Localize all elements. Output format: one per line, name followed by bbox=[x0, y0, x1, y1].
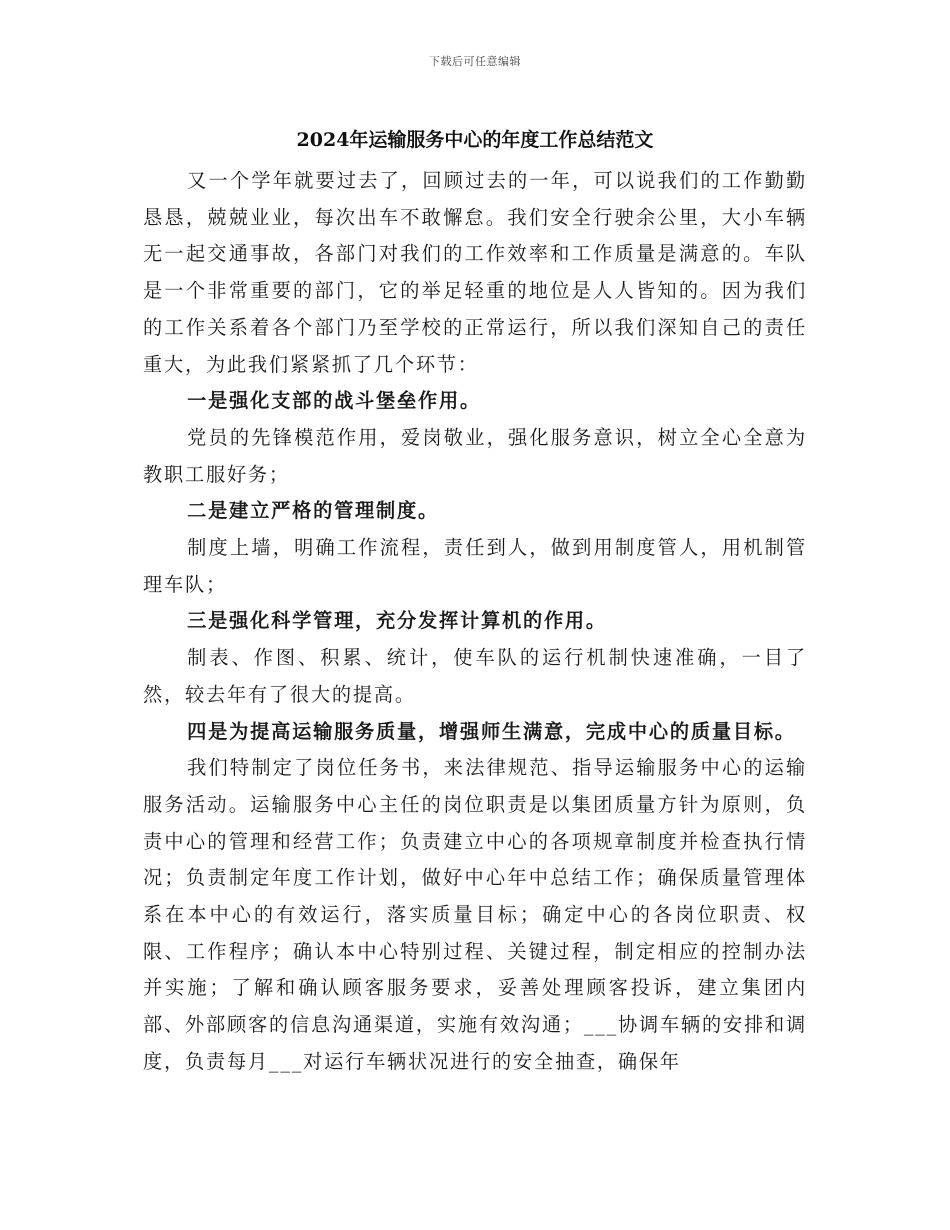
paragraph-section-2: 制度上墙，明确工作流程，责任到人，做到用制度管人，用机制管理车队； bbox=[143, 536, 807, 596]
document-title: 2024年运输服务中心的年度工作总结范文 bbox=[296, 129, 654, 151]
document-body bbox=[143, 163, 807, 1081]
paragraph-section-1: 党员的先锋模范作用，爱岗敬业，强化服务意识，树立全心全意为教职工服好务； bbox=[143, 425, 807, 486]
paragraph-section-3: 制表、作图、积累、统计，使车队的运行机制快速准确，一目了然，较去年有了很大的提高。 bbox=[143, 646, 807, 706]
paragraph-section-4: 我们特制定了岗位任务书，来法律规范、指导运输服务中心的运输服务活动。运输服务中心主任的岗位职责是以集团质量方针为原则，负责中心的管理和经营工作；负责建立中心的各项规章制度并检查执行情况；负责制定年度工作计划，做好中心年中总结工作；确保质量管理体系在本中心的有效运行，落实质量目标；确定中心的各岗位职责、权限、工作程序；确认本中心特别过程、关键过程，制定相应的控制办法并实施；了解和确认顾客服务要求，妥善处理顾客投诉，建立集团内部、外部顾客的信息沟通渠道，实施有效沟通；___协调车辆的安排和调度，负责每月___对运行车辆状况进行的安全抽查，确保年 bbox=[143, 756, 807, 1073]
section-heading-4: 四是为提高运输服务质量，增强师生满意，完成中心的质量目标。 bbox=[187, 719, 796, 743]
paragraph-intro: 又一个学年就要过去了，回顾过去的一年，可以说我们的工作勤勤恳恳，兢兢业业，每次出车不敢懈怠。我们安全行驶余公里，大小车辆无一起交通事故，各部门对我们的工作效率和工作质量是满意的。车队是一个非常重要的部门，它的举足轻重的地位是人人皆知的。因为我们的工作关系着各个部门乃至学校的正常运行，所以我们深知自己的责任重大，为此我们紧紧抓了几个环节： bbox=[143, 169, 807, 376]
section-heading-3: 三是强化科学管理，充分发挥计算机的作用。 bbox=[187, 609, 607, 633]
section-heading-2: 二是建立严格的管理制度。 bbox=[187, 499, 440, 523]
section-heading-1: 一是强化支部的战斗堡垒作用。 bbox=[187, 389, 481, 413]
page-header: 下载后可任意编辑 bbox=[429, 55, 521, 68]
